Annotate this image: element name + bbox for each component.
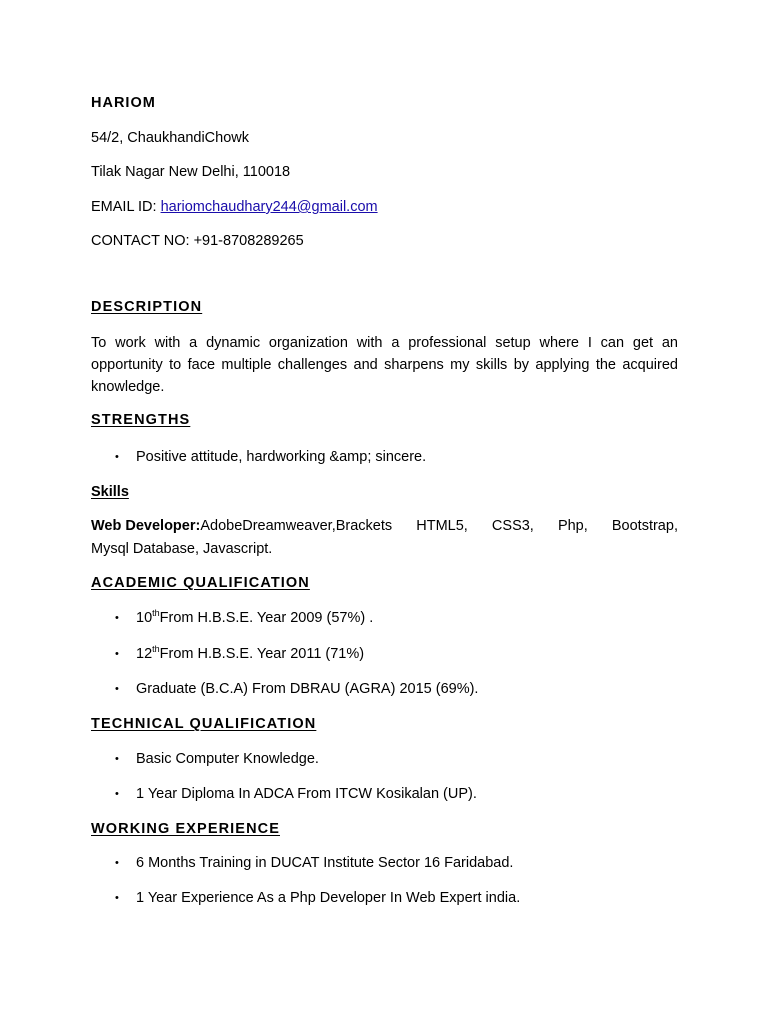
technical-item-1: Basic Computer Knowledge. bbox=[136, 751, 319, 767]
bullet: • bbox=[115, 648, 119, 660]
academic-item-3: Graduate (B.C.A) From DBRAU (AGRA) 2015 (69%). bbox=[136, 681, 479, 697]
experience-heading: WORKING EXPERIENCE bbox=[91, 821, 280, 837]
academic-item-1 bbox=[136, 610, 373, 626]
description-text: To work with a dynamic organization with a professional setup where I can get an opportunity to face multiple challenges and sharpens my skills by applying the acquired knowledge. bbox=[91, 335, 678, 395]
resume-name: HARIOM bbox=[91, 95, 156, 111]
strengths-heading: STRENGTHS bbox=[91, 412, 191, 428]
skills-label: Web Developer: bbox=[91, 518, 201, 534]
academic-item-2 bbox=[136, 646, 364, 662]
contact-line: CONTACT NO: +91-8708289265 bbox=[91, 233, 304, 249]
academic-heading: ACADEMIC QUALIFICATION bbox=[91, 575, 310, 591]
academic-item-1-post: From H.B.S.E. Year 2009 (57%) . bbox=[159, 610, 374, 626]
strength-item: Positive attitude, hardworking &amp; sincere. bbox=[136, 449, 427, 465]
address-line-2: Tilak Nagar New Delhi, 110018 bbox=[91, 164, 291, 180]
academic-item-1-sup: th bbox=[152, 608, 160, 619]
email-link[interactable]: hariomchaudhary244@gmail.com bbox=[160, 199, 378, 215]
bullet: • bbox=[115, 892, 119, 904]
bullet: • bbox=[115, 451, 119, 463]
academic-item-2-post: From H.B.S.E. Year 2011 (71%) bbox=[159, 646, 365, 662]
bullet: • bbox=[115, 857, 119, 869]
experience-item-2: 1 Year Experience As a Php Developer In Web Expert india. bbox=[136, 890, 521, 906]
skill-php: Php, bbox=[557, 518, 588, 534]
skills-line-1 bbox=[91, 518, 678, 534]
academic-item-2-sup: th bbox=[152, 644, 160, 655]
technical-heading: TECHNICAL QUALIFICATION bbox=[91, 716, 317, 732]
skill-css3: CSS3, bbox=[491, 518, 534, 534]
skills-tools: AdobeDreamweaver,Brackets bbox=[200, 518, 393, 534]
address-line-1: 54/2, ChaukhandiChowk bbox=[91, 130, 249, 146]
description-heading: DESCRIPTION bbox=[91, 299, 203, 315]
email-line bbox=[91, 199, 378, 215]
academic-item-2-pre: 12 bbox=[136, 646, 153, 662]
bullet: • bbox=[115, 612, 119, 624]
bullet: • bbox=[115, 753, 119, 765]
bullet: • bbox=[115, 788, 119, 800]
bullet: • bbox=[115, 683, 119, 695]
academic-item-1-pre: 10 bbox=[136, 610, 153, 626]
technical-item-2: 1 Year Diploma In ADCA From ITCW Kosikalan (UP). bbox=[136, 786, 477, 802]
skills-heading: Skills bbox=[91, 484, 129, 500]
skill-bootstrap: Bootstrap, bbox=[611, 518, 678, 534]
skills-line-2: Mysql Database, Javascript. bbox=[91, 541, 273, 557]
email-label: EMAIL ID: bbox=[91, 199, 161, 215]
skill-html5: HTML5, bbox=[416, 518, 468, 534]
experience-item-1: 6 Months Training in DUCAT Institute Sector 16 Faridabad. bbox=[136, 855, 514, 871]
